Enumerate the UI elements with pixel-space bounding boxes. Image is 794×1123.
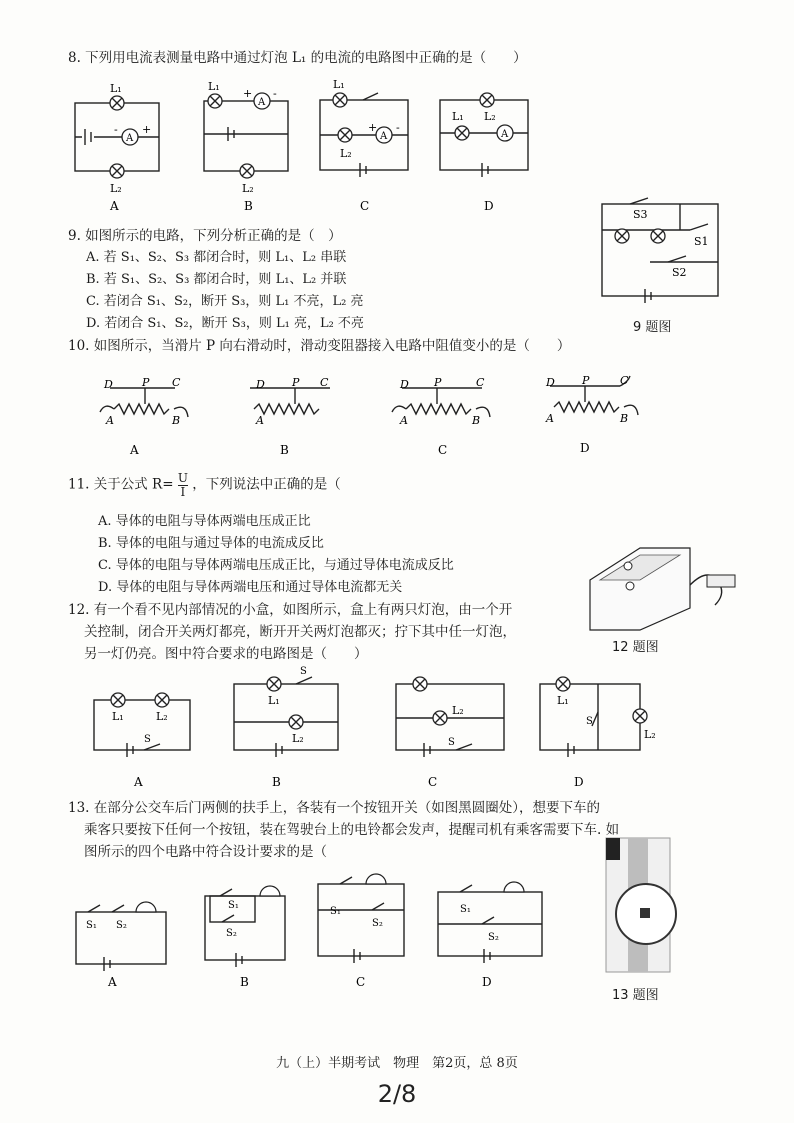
svg-text:D: D (104, 378, 113, 391)
svg-text:S₂: S₂ (116, 920, 127, 931)
q11-prefix: 11. 关于公式 R= (68, 476, 174, 493)
svg-text:A: A (106, 414, 114, 427)
svg-text:L₁: L₁ (333, 78, 345, 91)
svg-text:S₂: S₂ (372, 918, 383, 929)
svg-text:B: B (172, 414, 181, 427)
svg-text:L₂: L₂ (156, 710, 168, 723)
svg-text:S: S (448, 737, 455, 748)
svg-text:A: A (130, 443, 139, 457)
svg-text:B: B (280, 443, 289, 457)
svg-text:D: D (574, 775, 584, 789)
svg-text:P: P (582, 374, 590, 387)
q8-circuit-a (75, 82, 159, 213)
svg-text:B: B (272, 775, 281, 789)
q11-stem (68, 472, 341, 498)
svg-text:+: + (142, 123, 152, 136)
svg-text:S₁: S₁ (86, 920, 97, 931)
svg-text:B: B (240, 975, 249, 989)
q9-figure (602, 198, 718, 303)
svg-text:S1: S1 (694, 235, 709, 248)
q12-stem-line1: 12. 有一个看不见内部情况的小盒，如图所示，盒上有两只灯泡，由一个开 (68, 602, 513, 618)
q12-circuits (94, 666, 656, 789)
svg-text:S3: S3 (633, 208, 648, 221)
q9-option-a: A. 若 S₁、S₂、S₃ 都闭合时，则 L₁、L₂ 串联 (86, 250, 347, 265)
q9-option-b: B. 若 S₁、S₂、S₃ 都闭合时，则 L₁、L₂ 并联 (86, 272, 347, 287)
q13-stem-line1: 13. 在部分公交车后门两侧的扶手上，各装有一个按钮开关（如图黑圆圈处），想要下车的 (68, 800, 601, 816)
q8-circuit-b (204, 80, 288, 213)
svg-text:D: D (256, 378, 265, 391)
svg-text:A: A (126, 133, 134, 144)
svg-text:A: A (134, 775, 143, 789)
page-number: 2/8 (377, 1080, 417, 1108)
svg-text:S₁: S₁ (228, 900, 239, 911)
q11-option-c: C. 导体的电阻与导体两端电压成正比，与通过导体电流成反比 (98, 558, 454, 573)
q11-option-b: B. 导体的电阻与通过导体的电流成反比 (98, 536, 324, 551)
svg-text:S2: S2 (672, 266, 687, 279)
svg-text:L₂: L₂ (452, 704, 464, 717)
svg-text:L₁: L₁ (452, 110, 464, 123)
svg-text:C: C (476, 376, 485, 389)
svg-text:-: - (396, 121, 400, 134)
q12-figure (590, 548, 735, 630)
svg-text:S: S (144, 734, 151, 745)
q11-suffix: ，下列说法中正确的是（ (192, 476, 341, 493)
q12-stem-line2: 关控制，闭合开关两灯都亮，断开开关两灯泡都灭；拧下其中任一灯泡， (84, 624, 516, 640)
svg-text:C: C (438, 443, 448, 457)
svg-text:S₁: S₁ (460, 904, 471, 915)
q10-stem: 10. 如图所示，当滑片 P 向右滑动时，滑动变阻器接入电路中阻值变小的是（ ） (68, 338, 571, 354)
svg-text:D: D (484, 199, 494, 213)
svg-text:P: P (142, 376, 150, 389)
svg-text:C: C (320, 376, 329, 389)
svg-text:C: C (172, 376, 181, 389)
svg-text:+: + (243, 87, 253, 100)
q9-figure-caption: 9 题图 (633, 320, 672, 335)
q13-stem-line2: 乘客只要按下任何一个按钮，装在驾驶台上的电铃都会发声，提醒司机有乘客需要下车. 如 (84, 822, 620, 838)
fraction-numerator: U (177, 471, 188, 485)
svg-text:B: B (472, 414, 481, 427)
q10-figures (100, 374, 638, 457)
svg-text:B: B (620, 412, 629, 425)
svg-text:S₂: S₂ (488, 932, 499, 943)
q13-photo (606, 838, 676, 972)
svg-text:L₁: L₁ (557, 694, 569, 707)
svg-text:-: - (114, 123, 118, 136)
svg-text:C: C (620, 374, 629, 387)
svg-text:A: A (108, 975, 117, 989)
svg-text:C: C (356, 975, 366, 989)
svg-text:L₂: L₂ (484, 110, 496, 123)
svg-text:C: C (360, 199, 370, 213)
svg-text:S₂: S₂ (226, 928, 237, 939)
svg-text:L₂: L₂ (292, 732, 304, 745)
q8-stem: 8. 下列用电流表测量电路中通过灯泡 L₁ 的电流的电路图中正确的是（ ） (68, 50, 527, 66)
svg-text:L₁: L₁ (208, 80, 220, 93)
svg-text:L₂: L₂ (340, 147, 352, 160)
svg-text:P: P (434, 376, 442, 389)
q9-option-d: D. 若闭合 S₁、S₂，断开 S₃，则 L₁ 亮，L₂ 不亮 (86, 316, 364, 331)
svg-text:S: S (586, 716, 593, 727)
q12-stem-line3: 另一灯仍亮。图中符合要求的电路图是（ ） (84, 646, 368, 662)
q13-stem-line3: 图所示的四个电路中符合设计要求的是（ (84, 844, 327, 860)
svg-text:B: B (244, 199, 253, 213)
svg-text:D: D (482, 975, 492, 989)
option-label: A (110, 199, 119, 213)
q9-option-c: C. 若闭合 S₁、S₂，断开 S₃，则 L₁ 不亮，L₂ 亮 (86, 294, 364, 309)
svg-text:L₂: L₂ (110, 182, 122, 195)
q12-figure-caption: 12 题图 (612, 640, 659, 655)
svg-text:P: P (292, 376, 300, 389)
svg-text:A: A (258, 97, 266, 108)
q13-circuits (76, 874, 542, 989)
svg-text:D: D (580, 441, 590, 455)
q8-circuit-c (320, 78, 408, 213)
q13-figure-caption: 13 题图 (612, 988, 659, 1003)
svg-text:A: A (400, 414, 408, 427)
svg-text:D: D (400, 378, 409, 391)
q9-stem: 9. 如图所示的电路，下列分析正确的是（ ） (68, 228, 342, 244)
svg-text:A: A (501, 129, 509, 140)
page-footer: 九（上）半期考试 物理 第2页，总 8页 (276, 1056, 518, 1071)
svg-text:L₂: L₂ (242, 182, 254, 195)
svg-text:L₁: L₁ (112, 710, 124, 723)
fraction-denominator: I (180, 484, 186, 499)
svg-text:S: S (300, 666, 307, 677)
svg-text:D: D (546, 376, 555, 389)
svg-text:A: A (256, 414, 264, 427)
svg-text:C: C (428, 775, 438, 789)
svg-text:L₂: L₂ (644, 728, 656, 741)
svg-text:+: + (368, 121, 378, 134)
svg-text:A: A (380, 131, 388, 142)
svg-text:L₁: L₁ (268, 694, 280, 707)
q8-circuit-d (440, 93, 528, 213)
q11-option-a: A. 导体的电阻与导体两端电压成正比 (98, 514, 311, 529)
svg-text:L₁: L₁ (110, 82, 122, 95)
svg-text:-: - (273, 87, 277, 100)
q11-option-d: D. 导体的电阻与导体两端电压和通过导体电流都无关 (98, 580, 403, 595)
svg-text:A: A (546, 412, 554, 425)
svg-text:S₁: S₁ (330, 906, 341, 917)
